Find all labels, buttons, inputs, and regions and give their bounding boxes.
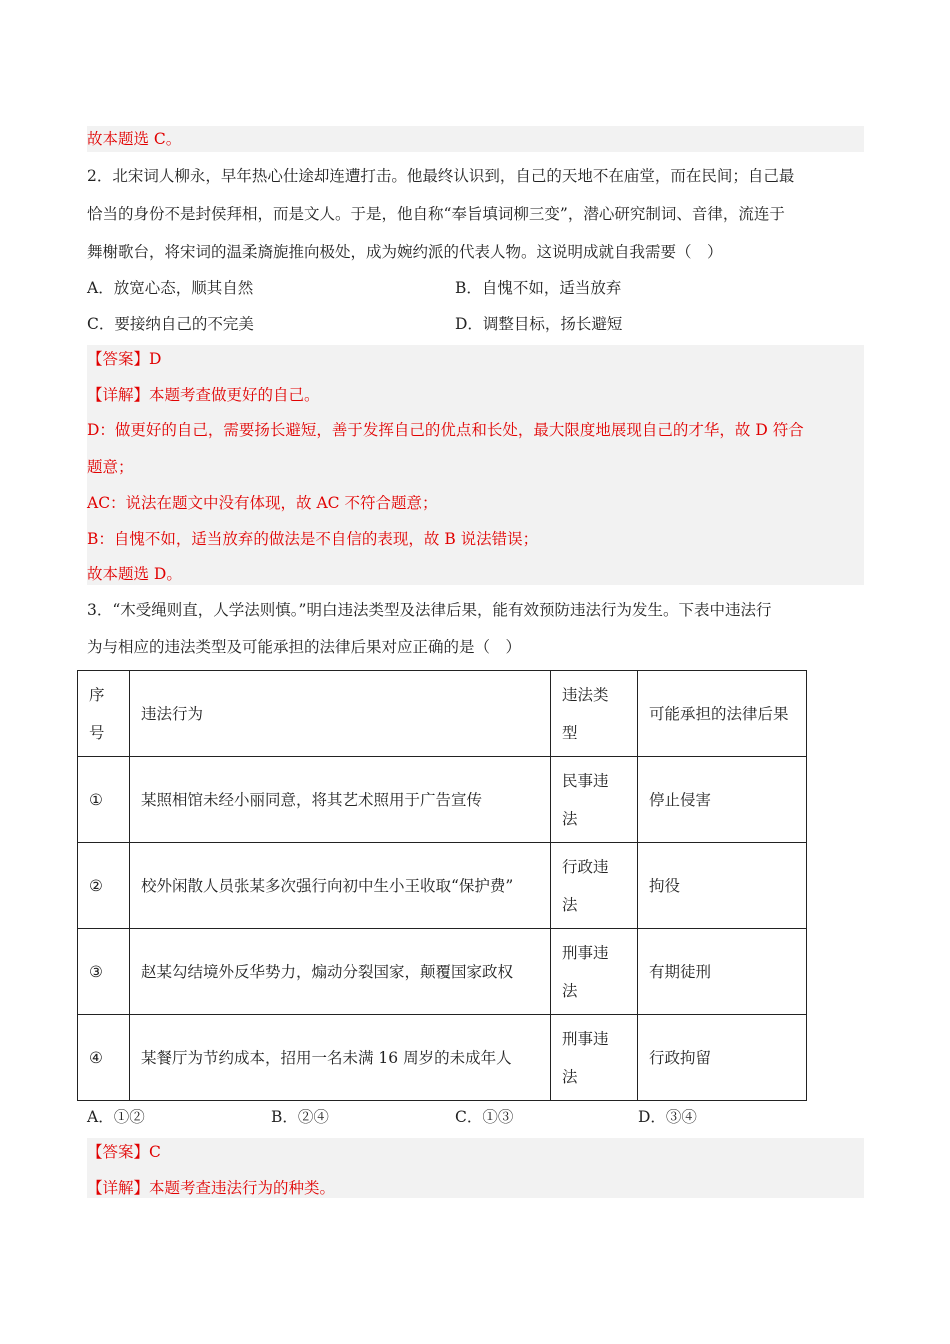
q3-option-a: A．①② [87, 1108, 145, 1126]
row-type: 行政违法 [551, 843, 638, 929]
row-behavior: 校外闲散人员张某多次强行向初中生小王收取“保护费” [130, 843, 551, 929]
q2-explain-line-2: D：做更好的自己，需要扬长避短，善于发挥自己的优点和长处，最大限度地展现自己的才华，故 D 符合 [87, 421, 804, 439]
row-behavior: 某餐厅为节约成本，招用一名未满 16 周岁的未成年人 [130, 1015, 551, 1101]
q3-option-d: D．③④ [638, 1108, 697, 1126]
row-consequence: 拘役 [638, 843, 807, 929]
q2-stem-line-3: 舞榭歌台，将宋词的温柔旖旎推向极处，成为婉约派的代表人物。这说明成就自我需要（ ） [87, 243, 723, 261]
q2-stem-line-2: 恰当的身份不是封侯拜相，而是文人。于是，他自称“奉旨填词柳三变”，潜心研究制词、音律，流连于 [87, 205, 785, 223]
row-consequence: 停止侵害 [638, 757, 807, 843]
q2-option-d: D．调整目标，扬长避短 [455, 315, 623, 333]
row-type: 刑事违法 [551, 929, 638, 1015]
row-consequence: 有期徒刑 [638, 929, 807, 1015]
q2-explain-line-3: 题意； [87, 458, 134, 476]
q3-explain-line-1: 【详解】本题考查违法行为的种类。 [87, 1179, 336, 1197]
q3-option-b: B．②④ [271, 1108, 329, 1126]
row-type: 刑事违法 [551, 1015, 638, 1101]
table-row [78, 1015, 807, 1101]
table-row [78, 843, 807, 929]
q2-answer-block [87, 345, 864, 585]
header-behavior: 违法行为 [130, 671, 551, 757]
q2-option-b: B．自愧不如，适当放弃 [455, 279, 622, 297]
violation-table [77, 670, 807, 1101]
q3-option-c: C．①③ [455, 1108, 514, 1126]
q3-stem-line-1: 3．“木受绳则直，人学法则慎。”明白违法类型及法律后果，能有效预防违法行为发生。下表中违法行 [87, 601, 772, 619]
row-index: ① [78, 757, 130, 843]
header-consequence: 可能承担的法律后果 [638, 671, 807, 757]
row-behavior: 某照相馆未经小丽同意，将其艺术照用于广告宣传 [130, 757, 551, 843]
row-index: ② [78, 843, 130, 929]
header-index: 序号 [78, 671, 130, 757]
table-row [78, 929, 807, 1015]
q2-explain-line-1: 【详解】本题考查做更好的自己。 [87, 386, 320, 404]
header-type: 违法类型 [551, 671, 638, 757]
row-index: ④ [78, 1015, 130, 1101]
table-row [78, 757, 807, 843]
row-type: 民事违法 [551, 757, 638, 843]
row-index: ③ [78, 929, 130, 1015]
q3-stem-line-2: 为与相应的违法类型及可能承担的法律后果对应正确的是（ ） [87, 638, 522, 656]
q2-explain-line-6: 故本题选 D。 [87, 565, 182, 583]
prev-answer-block [87, 126, 864, 152]
q2-answer: 【答案】D [87, 350, 162, 368]
row-consequence: 行政拘留 [638, 1015, 807, 1101]
table-header-row [78, 671, 807, 757]
q2-explain-line-5: B：自愧不如，适当放弃的做法是不自信的表现，故 B 说法错误； [87, 530, 539, 548]
row-behavior: 赵某勾结境外反华势力，煽动分裂国家，颠覆国家政权 [130, 929, 551, 1015]
q2-option-a: A．放宽心态，顺其自然 [87, 279, 254, 297]
q2-stem-line-1: 2．北宋词人柳永，早年热心仕途却连遭打击。他最终认识到，自己的天地不在庙堂，而在民间；自己最 [87, 167, 795, 185]
q2-explain-line-4: AC：说法在题文中没有体现，故 AC 不符合题意； [87, 494, 438, 512]
prev-conclusion: 故本题选 C。 [87, 130, 182, 148]
q2-option-c: C．要接纳自己的不完美 [87, 315, 254, 333]
q3-answer: 【答案】C [87, 1143, 161, 1161]
